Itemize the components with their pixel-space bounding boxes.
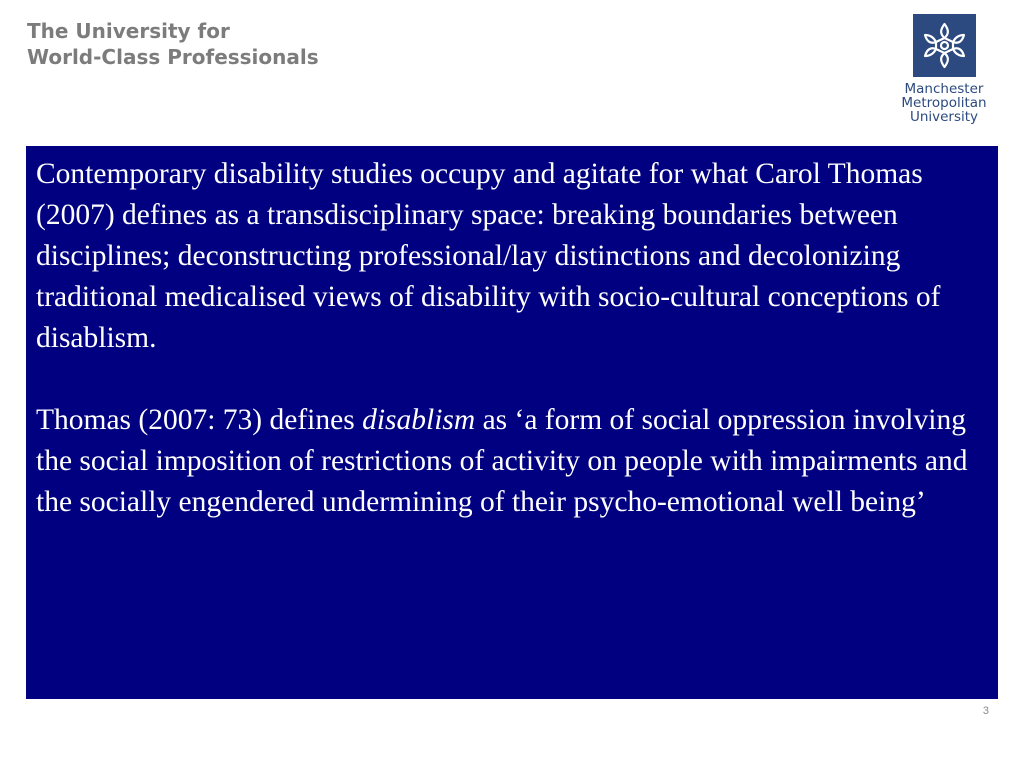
definition-quote: as ‘a form of social oppression involving the social imposition of restrictions of activity on people with impairments and the socially engendered undermining of their psycho-emotional well being’: [36, 404, 968, 518]
paragraph-transdisciplinary: Contemporary disability studies occupy and agitate for what Carol Thomas (2007) defines as a transdisciplinary space: breaking boundaries between disciplines; deconstructing professional/lay distinctions and decolonizing traditional medicalised views of disability with socio-cultural conceptions of disablism.: [36, 158, 941, 354]
university-name-line-3: University: [909, 109, 979, 125]
university-tagline: [27, 18, 319, 70]
tagline-line-1: The University for: [27, 19, 230, 43]
university-name-line-1: Manchester: [904, 81, 984, 97]
tagline-line-2: World-Class Professionals: [27, 45, 319, 69]
university-name-line-2: Metropolitan: [901, 95, 987, 111]
term-disablism: disablism: [362, 404, 476, 436]
university-name: [894, 82, 994, 124]
slide-content-box: [26, 146, 998, 699]
university-logo: [894, 14, 994, 124]
definition-intro: Thomas (2007: 73) defines: [36, 404, 363, 436]
paragraph-disablism-definition: [36, 400, 988, 523]
page-number: 3: [982, 705, 989, 717]
rose-emblem-icon: [913, 14, 976, 77]
